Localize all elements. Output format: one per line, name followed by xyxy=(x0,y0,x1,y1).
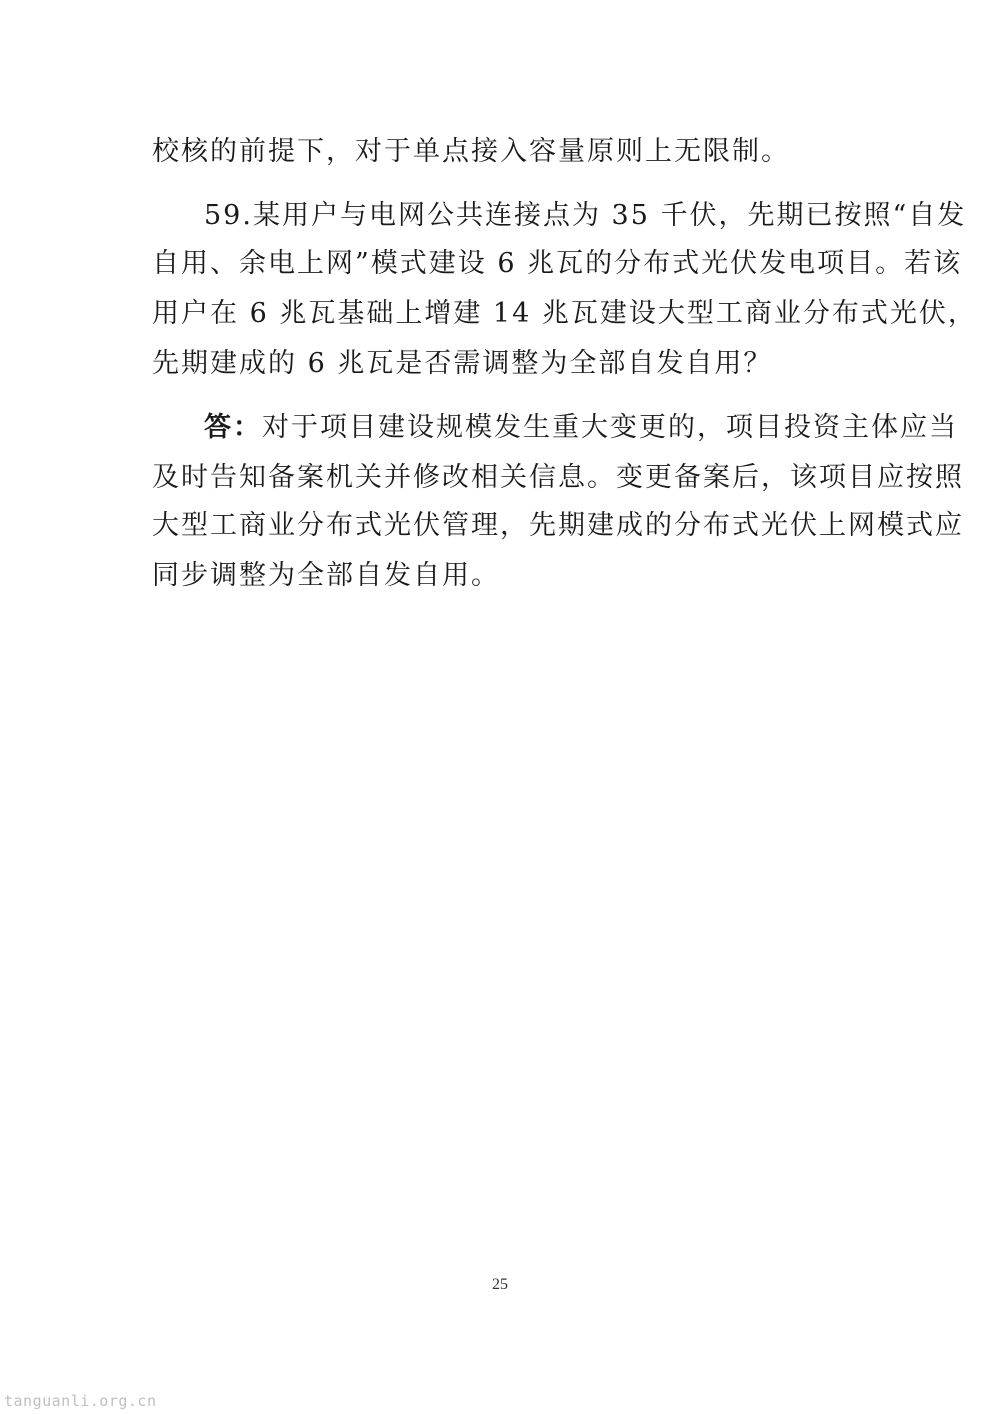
question-line-3: 用户在 6 兆瓦基础上增建 14 兆瓦建设大型工商业分布式光伏， xyxy=(152,298,977,329)
answer-line-2: 及时告知备案机关并修改相关信息。变更备案后，该项目应按照 xyxy=(152,462,964,493)
question-line-4: 先期建成的 6 兆瓦是否需调整为全部自发自用？ xyxy=(152,348,773,379)
page-number: 25 xyxy=(492,1276,508,1293)
continuation-line: 校核的前提下，对于单点接入容量原则上无限制。 xyxy=(152,136,790,167)
watermark-text: tanguanli.org.cn xyxy=(4,1392,157,1410)
answer-line-1-text: 对于项目建设规模发生重大变更的，项目投资主体应当 xyxy=(262,412,958,443)
answer-line-3: 大型工商业分布式光伏管理，先期建成的分布式光伏上网模式应 xyxy=(152,510,964,541)
question-line-1: 59.某用户与电网公共连接点为 35 千伏，先期已按照“自发 xyxy=(204,200,967,231)
answer-line-4: 同步调整为全部自发自用。 xyxy=(152,560,500,591)
answer-label: 答： xyxy=(204,412,262,443)
answer-line-1 xyxy=(204,408,958,448)
question-line-2: 自用、余电上网”模式建设 6 兆瓦的分布式光伏发电项目。若该 xyxy=(152,248,963,279)
